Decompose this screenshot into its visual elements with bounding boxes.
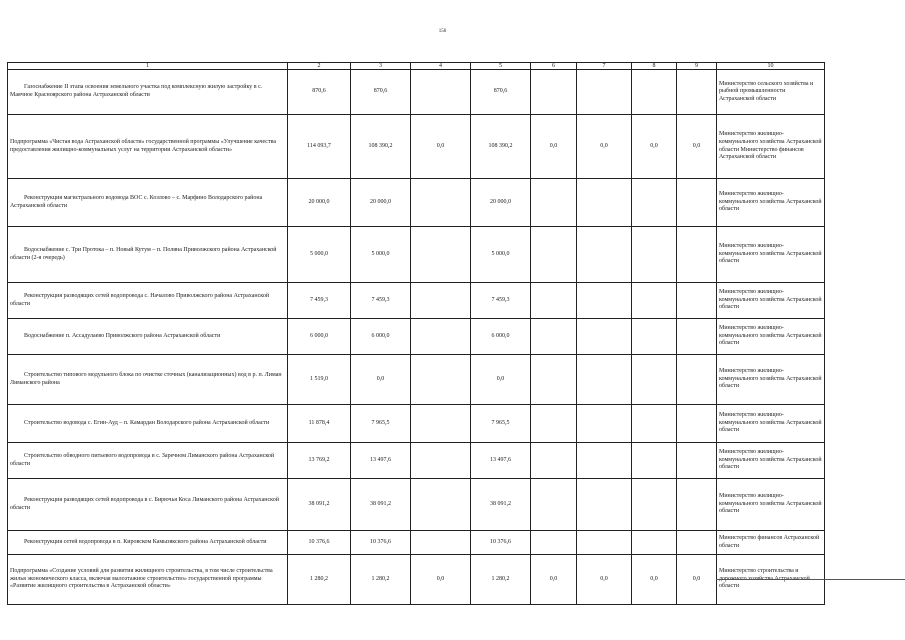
- col8-cell: [632, 443, 677, 479]
- col7-cell: [577, 405, 632, 443]
- col9-cell: [677, 179, 717, 227]
- col5-cell: 38 091,2: [471, 479, 531, 531]
- col5-cell: 870,6: [471, 70, 531, 115]
- col5-cell: 20 000,0: [471, 179, 531, 227]
- responsible-cell: Министерство строительства и области: [717, 555, 825, 605]
- col9-cell: [677, 227, 717, 283]
- responsible-cell: Министерство жилищно-коммунального хозяйства Астраханской области: [717, 355, 825, 405]
- responsible-cell: Министерство жилищно-коммунального хозяйства Астраханской области: [717, 405, 825, 443]
- header-cell: 1: [8, 63, 288, 70]
- col2-cell: 11 878,4: [288, 405, 351, 443]
- table-row: [8, 115, 825, 179]
- col2-cell: 20 000,0: [288, 179, 351, 227]
- header-cell: 7: [577, 63, 632, 70]
- col2-cell: 1 519,0: [288, 355, 351, 405]
- col6-cell: [531, 179, 577, 227]
- col7-cell: [577, 227, 632, 283]
- col4-cell: [411, 283, 471, 319]
- col4-cell: [411, 443, 471, 479]
- col6-cell: [531, 319, 577, 355]
- col6-cell: 0,0: [531, 115, 577, 179]
- col2-cell: 7 459,3: [288, 283, 351, 319]
- col3-cell: 108 390,2: [351, 115, 411, 179]
- col3-cell: 20 000,0: [351, 179, 411, 227]
- row-name-cell: Реконструкция разводящих сетей водопровода с. Началово Приволжского района Астраханской области: [8, 283, 288, 319]
- col9-cell: [677, 531, 717, 555]
- row-name-cell: Реконструкция сетей водопровода в п. Кировском Камызякского района Астраханской области: [8, 531, 288, 555]
- responsible-cell: Министерство жилищно-коммунального хозяйства Астраханской области: [717, 227, 825, 283]
- col2-cell: 10 376,6: [288, 531, 351, 555]
- header-cell: 6: [531, 63, 577, 70]
- table-row: [8, 531, 825, 555]
- strike-line: [716, 579, 905, 580]
- responsible-cell: Министерство жилищно-коммунального хозяйства Астраханской области: [717, 479, 825, 531]
- table-row: [8, 319, 825, 355]
- col6-cell: [531, 443, 577, 479]
- col3-cell: 7 965,5: [351, 405, 411, 443]
- col9-cell: [677, 319, 717, 355]
- header-cell: 8: [632, 63, 677, 70]
- responsible-cell: Министерство сельского хозяйства и рыбной промышленности Астраханской области: [717, 70, 825, 115]
- col9-cell: 0,0: [677, 555, 717, 605]
- col5-cell: 10 376,6: [471, 531, 531, 555]
- col4-cell: [411, 319, 471, 355]
- col6-cell: [531, 70, 577, 115]
- responsible-cell: Министерство жилищно-коммунального хозяйства Астраханской области: [717, 319, 825, 355]
- col3-cell: 10 376,6: [351, 531, 411, 555]
- table-row: [8, 479, 825, 531]
- col7-cell: 0,0: [577, 115, 632, 179]
- col2-cell: 5 000,0: [288, 227, 351, 283]
- row-name-cell: Строительство водовода с. Егин-Ауд – п. Камардан Володарского района Астраханской области: [8, 405, 288, 443]
- col9-cell: [677, 405, 717, 443]
- col7-cell: [577, 179, 632, 227]
- table-row: [8, 555, 825, 605]
- col7-cell: 0,0: [577, 555, 632, 605]
- col3-cell: 38 091,2: [351, 479, 411, 531]
- col2-cell: 870,6: [288, 70, 351, 115]
- col8-cell: [632, 179, 677, 227]
- col8-cell: [632, 479, 677, 531]
- header-cell: 2: [288, 63, 351, 70]
- col3-cell: 7 459,3: [351, 283, 411, 319]
- col4-cell: [411, 179, 471, 227]
- table-row: [8, 70, 825, 115]
- responsible-cell: Министерство жилищно-коммунального хозяйства Астраханской области: [717, 283, 825, 319]
- col8-cell: 0,0: [632, 555, 677, 605]
- col8-cell: [632, 227, 677, 283]
- row-name-cell: Реконструкция магистрального водовода ВОС с. Козлово – с. Марфино Володарского района Астраханской области: [8, 179, 288, 227]
- col9-cell: 0,0: [677, 115, 717, 179]
- table-row: [8, 283, 825, 319]
- page-number: 156: [438, 29, 447, 34]
- row-name-cell: Подпрограмма «Чистая вода Астраханской области» государственной программы «Улучшение качества предоставления жилищно-коммунальных услуг на территории Астраханской области»: [8, 115, 288, 179]
- col7-cell: [577, 283, 632, 319]
- col2-cell: 114 093,7: [288, 115, 351, 179]
- header-cell: 4: [411, 63, 471, 70]
- col9-cell: [677, 479, 717, 531]
- col8-cell: [632, 319, 677, 355]
- col9-cell: [677, 70, 717, 115]
- header-cell: 5: [471, 63, 531, 70]
- row-name-cell: Водоснабжение п. Ассадулаево Приволжского района Астраханской области: [8, 319, 288, 355]
- col5-cell: 1 280,2: [471, 555, 531, 605]
- table-row: [8, 179, 825, 227]
- row-name-cell: Подпрограмма «Создание условий для развития жилищного строительства, в том числе строительства жилья экономического класса, включая малоэтажное строительство» государственной программы «Развитие жилищного строительства в Астраханской области»: [8, 555, 288, 605]
- row-name-cell: Реконструкция разводящих сетей водопровода в с. Бирючья Коса Лиманского района Астраханской области: [8, 479, 288, 531]
- col6-cell: 0,0: [531, 555, 577, 605]
- col4-cell: 0,0: [411, 115, 471, 179]
- col5-cell: 13 497,6: [471, 443, 531, 479]
- col3-cell: 5 000,0: [351, 227, 411, 283]
- header-row: [8, 63, 825, 70]
- header-cell: 3: [351, 63, 411, 70]
- responsible-cell: Министерство жилищно-коммунального хозяйства Астраханской области: [717, 443, 825, 479]
- col6-cell: [531, 531, 577, 555]
- col7-cell: [577, 443, 632, 479]
- col7-cell: [577, 531, 632, 555]
- col9-cell: [677, 443, 717, 479]
- col5-cell: 5 000,0: [471, 227, 531, 283]
- col7-cell: [577, 479, 632, 531]
- col8-cell: [632, 283, 677, 319]
- table-row: [8, 443, 825, 479]
- col4-cell: 0,0: [411, 555, 471, 605]
- row-name-cell: Строительство обводного питьевого водопровода в с. Заречном Лиманского района Астраханской области: [8, 443, 288, 479]
- col3-cell: 870,6: [351, 70, 411, 115]
- responsible-cell: Министерство жилищно-коммунального хозяйства Астраханской области Министерство финансов Астраханской области: [717, 115, 825, 179]
- col3-cell: 6 000,0: [351, 319, 411, 355]
- col4-cell: [411, 355, 471, 405]
- col8-cell: [632, 355, 677, 405]
- col4-cell: [411, 70, 471, 115]
- row-name-cell: Строительство типового модульного блока по очистке сточных (канализационных) вод в р. п. Лиман Лиманского района: [8, 355, 288, 405]
- col2-cell: 1 280,2: [288, 555, 351, 605]
- col5-cell: 0,0: [471, 355, 531, 405]
- col7-cell: [577, 355, 632, 405]
- table-row: [8, 227, 825, 283]
- col6-cell: [531, 283, 577, 319]
- col8-cell: 0,0: [632, 115, 677, 179]
- col6-cell: [531, 405, 577, 443]
- col3-cell: 1 280,2: [351, 555, 411, 605]
- col6-cell: [531, 479, 577, 531]
- col2-cell: 38 091,2: [288, 479, 351, 531]
- col4-cell: [411, 405, 471, 443]
- col3-cell: 0,0: [351, 355, 411, 405]
- col8-cell: [632, 70, 677, 115]
- col6-cell: [531, 227, 577, 283]
- col9-cell: [677, 283, 717, 319]
- col8-cell: [632, 405, 677, 443]
- col5-cell: 108 390,2: [471, 115, 531, 179]
- col2-cell: 13 769,2: [288, 443, 351, 479]
- col5-cell: 7 459,3: [471, 283, 531, 319]
- col7-cell: [577, 70, 632, 115]
- header-cell: 10: [717, 63, 825, 70]
- col7-cell: [577, 319, 632, 355]
- col9-cell: [677, 355, 717, 405]
- responsible-cell: Министерство жилищно-коммунального хозяйства Астраханской области: [717, 179, 825, 227]
- header-cell: 9: [677, 63, 717, 70]
- responsible-cell: Министерство финансов Астраханской области: [717, 531, 825, 555]
- col4-cell: [411, 479, 471, 531]
- table-row: [8, 355, 825, 405]
- col5-cell: 6 000,0: [471, 319, 531, 355]
- col3-cell: 13 497,6: [351, 443, 411, 479]
- col5-cell: 7 965,5: [471, 405, 531, 443]
- col4-cell: [411, 227, 471, 283]
- row-name-cell: Водоснабжение с. Три Протока – п. Новый Кутум – п. Поляна Приволжского района Астраханской области (2-я очередь): [8, 227, 288, 283]
- budget-table: [7, 62, 825, 605]
- col2-cell: 6 000,0: [288, 319, 351, 355]
- col6-cell: [531, 355, 577, 405]
- row-name-cell: Газоснабжение II этапа освоения земельного участка под комплексную жилую застройку в с. Маячное Красноярского района Астраханской области: [8, 70, 288, 115]
- col8-cell: [632, 531, 677, 555]
- table-row: [8, 405, 825, 443]
- col4-cell: [411, 531, 471, 555]
